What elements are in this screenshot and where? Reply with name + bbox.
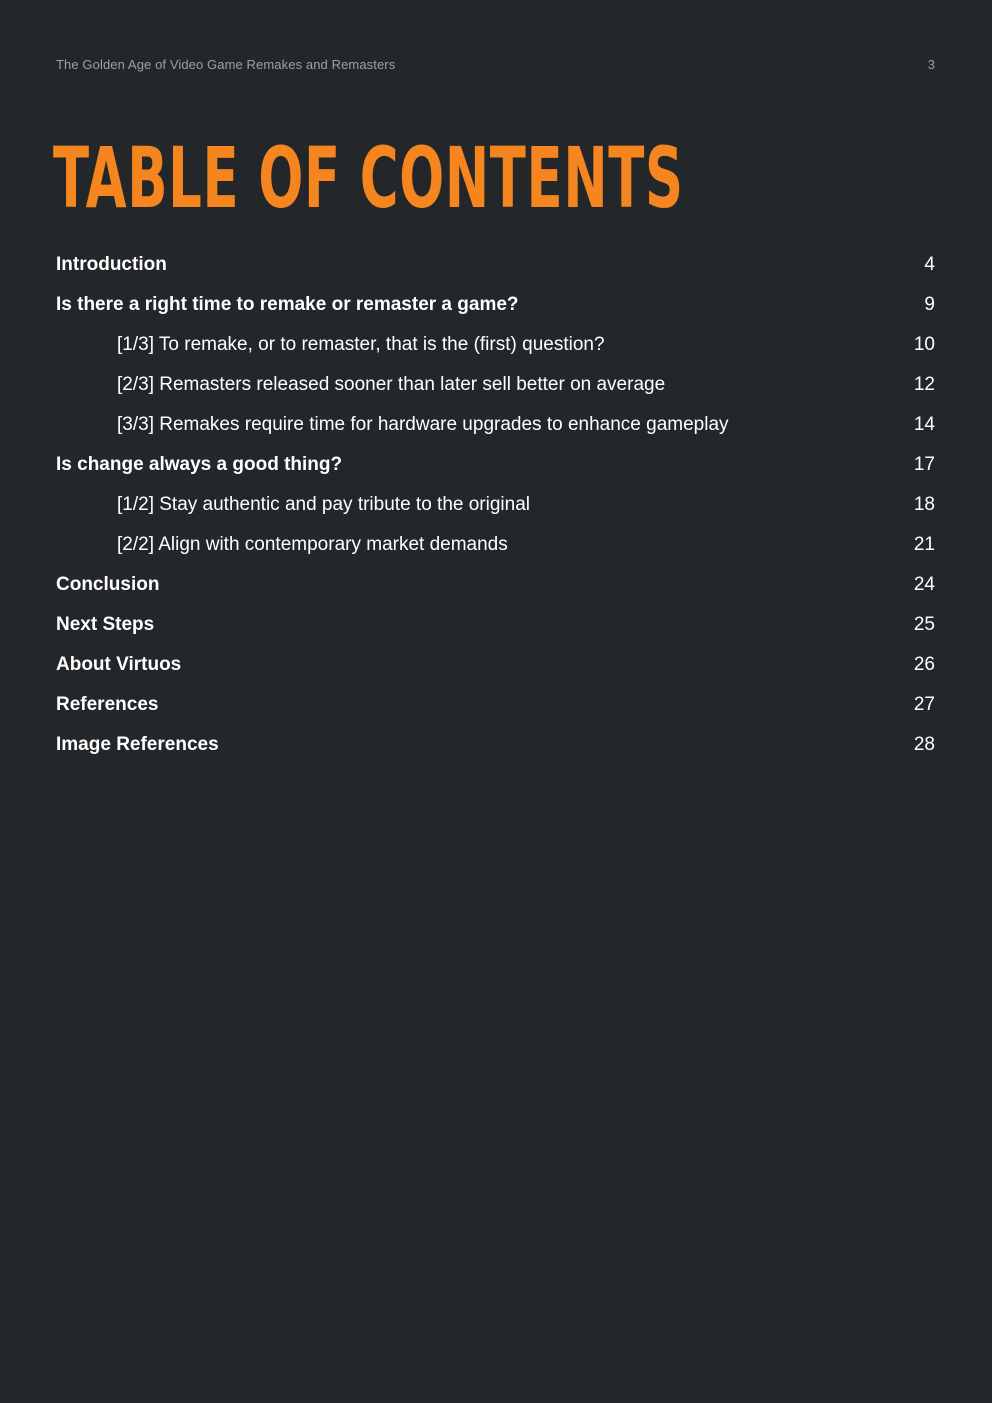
toc-entry-page: 17 bbox=[913, 454, 935, 475]
toc-entry-introduction[interactable] bbox=[56, 245, 935, 285]
toc-entry-page: 14 bbox=[913, 414, 935, 435]
toc-entry-page: 9 bbox=[924, 294, 935, 315]
toc-entry-references[interactable] bbox=[56, 685, 935, 725]
toc-entry-label: Next Steps bbox=[56, 614, 155, 635]
toc-entry-label: References bbox=[56, 694, 159, 715]
toc-entry-page: 10 bbox=[913, 334, 935, 355]
toc-entry-page: 18 bbox=[913, 494, 935, 515]
toc-entry-label: [1/3] To remake, or to remaster, that is the (ﬁrst) question? bbox=[117, 334, 605, 355]
toc-entry-remasters-sooner[interactable] bbox=[56, 365, 935, 405]
page-number: 3 bbox=[927, 57, 935, 72]
toc-entry-page: 25 bbox=[913, 614, 935, 635]
toc-entry-page: 21 bbox=[913, 534, 935, 555]
toc-entry-label: Is there a right time to remake or remaster a game? bbox=[56, 294, 519, 315]
toc-entry-label: Image References bbox=[56, 734, 219, 755]
toc-entry-right-time[interactable] bbox=[56, 285, 935, 325]
toc-entry-page: 28 bbox=[913, 734, 935, 755]
toc-entry-label: [1/2] Stay authentic and pay tribute to the original bbox=[117, 494, 530, 515]
toc-entry-page: 12 bbox=[913, 374, 935, 395]
toc-list bbox=[56, 245, 935, 765]
toc-entry-stay-authentic[interactable] bbox=[56, 485, 935, 525]
toc-entry-label: Is change always a good thing? bbox=[56, 454, 343, 475]
toc-entry-page: 24 bbox=[913, 574, 935, 595]
toc-entry-label: [3/3] Remakes require time for hardware upgrades to enhance gameplay bbox=[117, 414, 729, 435]
toc-entry-remake-or-remaster[interactable] bbox=[56, 325, 935, 365]
running-title: The Golden Age of Video Game Remakes and Remasters bbox=[56, 57, 396, 72]
toc-entry-page: 26 bbox=[913, 654, 935, 675]
toc-entry-label: About Virtuos bbox=[56, 654, 182, 675]
toc-entry-page: 27 bbox=[913, 694, 935, 715]
toc-entry-next-steps[interactable] bbox=[56, 605, 935, 645]
toc-entry-page: 4 bbox=[924, 254, 935, 275]
toc-entry-remakes-require-time[interactable] bbox=[56, 405, 935, 445]
toc-entry-about-virtuos[interactable] bbox=[56, 645, 935, 685]
toc-entry-change-good-thing[interactable] bbox=[56, 445, 935, 485]
toc-entry-label: [2/3] Remasters released sooner than later sell better on average bbox=[117, 374, 666, 395]
toc-entry-label: [2/2] Align with contemporary market demands bbox=[117, 534, 508, 555]
toc-entry-conclusion[interactable] bbox=[56, 565, 935, 605]
toc-entry-market-demands[interactable] bbox=[56, 525, 935, 565]
toc-entry-label: Conclusion bbox=[56, 574, 160, 595]
toc-heading: TABLE OF CONTENTS bbox=[53, 129, 684, 227]
toc-entry-image-references[interactable] bbox=[56, 725, 935, 765]
toc-entry-label: Introduction bbox=[56, 254, 167, 275]
